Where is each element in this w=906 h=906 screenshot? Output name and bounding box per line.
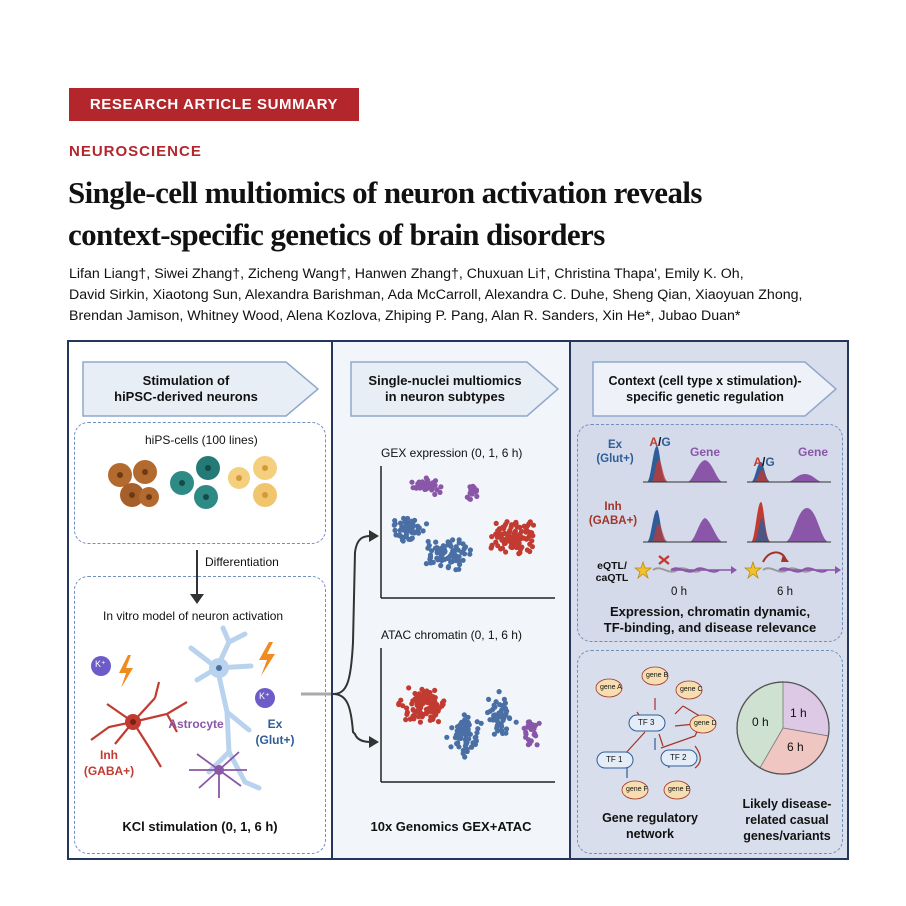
ex-label-line-2: (Glut+) <box>255 733 295 747</box>
gex-dot-red <box>509 525 514 530</box>
atac-dot-blue <box>457 736 462 741</box>
atac-dot-red <box>432 710 437 715</box>
model-label: In vitro model of neuron activation <box>103 609 284 623</box>
time-point-pie-chart <box>737 682 829 774</box>
gex-label: GEX expression (0, 1, 6 h) <box>381 446 523 460</box>
atac-dot-blue <box>486 697 491 702</box>
gene-regulatory-network-diagram <box>571 342 849 858</box>
gex-dot-blue <box>434 556 439 561</box>
atac-dot-blue <box>463 741 468 746</box>
gex-dot-red <box>513 520 518 525</box>
grn-label-line-1: Gene regulatory <box>602 811 698 825</box>
panel1-header-line-1: Stimulation of <box>142 373 230 388</box>
gex-dot-purple <box>415 481 420 486</box>
atac-dot-red <box>441 702 446 707</box>
qtl-caption-line-1: Expression, chromatin dynamic, <box>609 604 811 619</box>
node-gene-e: gene E <box>668 786 691 793</box>
panel3-header-line-1: Context (cell type x stimulation)- <box>608 374 802 388</box>
gex-dot-red <box>505 536 510 541</box>
atac-dot-blue <box>494 718 499 723</box>
gex-dot-blue <box>392 528 397 533</box>
atac-dot-blue <box>504 709 509 714</box>
gex-dot-purple <box>434 487 439 492</box>
atac-dot-blue <box>466 736 471 741</box>
atac-dot-blue <box>449 725 454 730</box>
author-list <box>69 264 869 327</box>
gex-dot-purple <box>420 479 425 484</box>
node-tf3: TF 3 <box>638 718 655 727</box>
gex-dot-red <box>503 541 508 546</box>
gex-dot-red <box>527 542 532 547</box>
gex-dot-purple <box>425 478 430 483</box>
atac-dot-blue <box>497 702 502 707</box>
atac-dot-red <box>423 698 428 703</box>
atac-dot-blue <box>468 732 473 737</box>
atac-dot-blue <box>485 710 490 715</box>
kcl-stimulation-label: KCl stimulation (0, 1, 6 h) <box>122 819 278 834</box>
atac-dot-purple <box>527 741 532 746</box>
inh-label <box>77 747 141 779</box>
gex-dot-red <box>517 550 522 555</box>
gex-dot-blue <box>429 548 434 553</box>
gex-dot-red <box>514 545 519 550</box>
atac-label: ATAC chromatin (0, 1, 6 h) <box>381 628 522 642</box>
qtl-ex-line-1: Ex <box>607 439 623 451</box>
gex-dot-blue <box>435 547 440 552</box>
atac-dot-red <box>419 687 424 692</box>
atac-dot-blue <box>504 726 509 731</box>
panel2-header-line-1: Single-nuclei multiomics <box>368 373 522 388</box>
gex-dot-blue <box>460 549 465 554</box>
atac-dot-red <box>404 712 409 717</box>
qtl-ex-line-2: (Glut+) <box>596 453 634 465</box>
allele-g: G <box>661 435 671 449</box>
node-gene-b: gene B <box>646 672 669 679</box>
atac-dot-blue <box>460 728 465 733</box>
gex-dot-red <box>524 537 529 542</box>
gex-dot-blue <box>440 557 445 562</box>
gex-dot-red <box>517 540 522 545</box>
pie-label-6h: 6 h <box>787 740 804 754</box>
gex-dot-purple <box>474 494 479 499</box>
gex-dot-blue <box>447 541 452 546</box>
gex-dot-blue <box>428 560 433 565</box>
gex-dot-red <box>524 526 529 531</box>
gex-dot-blue <box>410 524 415 529</box>
gex-dot-blue <box>457 537 462 542</box>
atac-dot-red <box>420 714 425 719</box>
gex-dot-blue <box>460 541 465 546</box>
inh-label-line-1: Inh <box>100 748 118 762</box>
atac-dot-blue <box>479 721 484 726</box>
gex-dot-purple <box>411 485 416 490</box>
gex-dot-red <box>525 547 530 552</box>
node-gene-c: gene C <box>680 686 703 693</box>
qtl-inh-line-2: (GABA+) <box>588 515 638 527</box>
gex-dot-blue <box>410 535 415 540</box>
lightning-icon-2 <box>259 642 275 676</box>
gex-dot-blue <box>412 518 417 523</box>
atac-dot-blue <box>475 726 480 731</box>
gex-dot-blue <box>417 525 422 530</box>
gex-dot-red <box>494 521 499 526</box>
atac-dot-red <box>403 717 408 722</box>
title-line-2: context-specific genetics of brain disorders <box>68 217 605 252</box>
allele-a-2: A <box>753 455 762 469</box>
atac-dot-blue <box>514 720 519 725</box>
atac-dot-blue <box>462 722 467 727</box>
differentiation-label: Differentiation <box>205 555 279 569</box>
gex-dot-blue <box>416 531 421 536</box>
gex-dot-purple <box>470 484 475 489</box>
gex-dot-red <box>495 543 500 548</box>
10x-genomics-label: 10x Genomics GEX+ATAC <box>370 819 532 834</box>
panel-multiomics <box>331 342 569 858</box>
gex-dot-blue <box>461 558 466 563</box>
gex-dot-blue <box>400 535 405 540</box>
gex-dot-red <box>513 529 518 534</box>
allele-g-2: G <box>765 455 775 469</box>
atac-dot-red <box>400 703 405 708</box>
gex-dot-blue <box>393 521 398 526</box>
atac-dot-blue <box>470 740 475 745</box>
node-gene-a: gene A <box>600 684 622 691</box>
ex-label <box>245 716 305 748</box>
atac-dot-red <box>412 697 417 702</box>
gex-dot-blue <box>411 529 416 534</box>
authors-line-1: Lifan Liang†, Siwei Zhang†, Zicheng Wang†, Hanwen Zhang†, Chuxuan Li†, Christina Thapa', Emily K. Oh, <box>69 266 744 282</box>
disease-label-line-2: related casual <box>745 813 829 827</box>
authors-line-3: Brendan Jamison, Whitney Wood, Alena Kozlova, Zhiping P. Pang, Alan R. Sanders, Xin He*, Jubao Duan* <box>69 308 741 324</box>
qtl-type-line-1: eQTL/ <box>597 560 627 572</box>
atac-dot-purple <box>527 721 532 726</box>
atac-dot-blue <box>444 735 449 740</box>
gex-dot-red <box>505 531 510 536</box>
inh-label-line-2: (GABA+) <box>83 764 135 778</box>
atac-dot-purple <box>529 727 534 732</box>
astrocyte-label: Astrocyte <box>168 717 224 731</box>
gex-dot-blue <box>442 545 447 550</box>
panel-genetic-regulation <box>569 342 849 858</box>
summary-figure <box>67 340 849 860</box>
atac-dot-purple <box>533 723 538 728</box>
panel-stimulation <box>69 342 331 858</box>
ex-label-line-1: Ex <box>267 717 283 731</box>
k-ion-label-2: K⁺ <box>259 691 270 701</box>
atac-dot-blue <box>466 727 471 732</box>
atac-dot-red <box>418 695 423 700</box>
lightning-icon <box>119 655 133 688</box>
disease-genes-label <box>731 796 843 844</box>
gex-dot-purple <box>469 491 474 496</box>
gex-dot-blue <box>451 549 456 554</box>
node-tf1: TF 1 <box>606 755 623 764</box>
atac-dot-blue <box>456 744 461 749</box>
gex-dot-purple <box>468 497 473 502</box>
panel3-header-line-2: specific genetic regulation <box>626 390 784 404</box>
pie-label-1h: 1 h <box>790 706 807 720</box>
qtl-type-line-2: caQTL <box>595 572 629 584</box>
gex-dot-purple <box>409 480 414 485</box>
atac-dot-red <box>411 707 416 712</box>
atac-dot-blue <box>466 715 471 720</box>
atac-dot-blue <box>494 726 499 731</box>
atac-dot-blue <box>502 697 507 702</box>
atac-dot-red <box>427 706 432 711</box>
atac-dot-blue <box>500 731 505 736</box>
atac-dot-blue <box>507 715 512 720</box>
gex-dot-red <box>500 546 505 551</box>
node-tf2: TF 2 <box>670 753 687 762</box>
panel2-header-line-2: in neuron subtypes <box>385 389 505 404</box>
gex-dot-blue <box>433 540 438 545</box>
atac-dot-purple <box>533 733 538 738</box>
gex-dot-red <box>519 529 524 534</box>
disease-label-line-3: genes/variants <box>743 829 831 843</box>
article-type-badge: RESEARCH ARTICLE SUMMARY <box>69 88 359 121</box>
allele-a: A <box>649 435 658 449</box>
atac-dot-blue <box>455 730 460 735</box>
gex-dot-blue <box>445 556 450 561</box>
grn-label-line-2: network <box>626 827 674 841</box>
atac-dot-red <box>434 702 439 707</box>
atac-dot-red <box>432 688 437 693</box>
hips-cells-label: hiPS-cells (100 lines) <box>145 433 258 447</box>
gex-dot-blue <box>426 539 431 544</box>
gex-dot-blue <box>403 520 408 525</box>
panel1-header-line-2: hiPSC-derived neurons <box>114 389 258 404</box>
disease-label-line-1: Likely disease- <box>742 797 832 811</box>
node-gene-d: gene D <box>694 720 717 727</box>
gex-dot-blue <box>467 552 472 557</box>
qtl-caption-line-2: TF-binding, and disease relevance <box>603 620 817 635</box>
neuron-illustration <box>69 342 331 858</box>
time-0h-label: 0 h <box>671 586 687 598</box>
atac-dot-blue <box>499 708 504 713</box>
authors-line-2: David Sirkin, Xiaotong Sun, Alexandra Barishman, Ada McCarroll, Alexandra C. Duhe, Sheng Qian, Xiaoyuan Zhong, <box>69 287 803 303</box>
gene-label-left: Gene <box>689 445 720 459</box>
atac-dot-red <box>411 716 416 721</box>
gene-label-right: Gene <box>797 445 828 459</box>
allele-sep-2: / <box>761 455 766 469</box>
atac-dot-red <box>406 685 411 690</box>
title-line-1: Single-cell multiomics of neuron activation reveals <box>68 175 702 210</box>
gex-dot-purple <box>432 492 437 497</box>
gex-dot-purple <box>424 486 429 491</box>
gex-dot-red <box>511 536 516 541</box>
qtl-inh-line-1: Inh <box>604 501 622 513</box>
atac-dot-red <box>436 719 441 724</box>
gex-dot-red <box>509 544 514 549</box>
atac-dot-blue <box>465 747 470 752</box>
article-title <box>68 172 868 256</box>
gex-dot-blue <box>446 565 451 570</box>
gex-dot-red <box>496 529 501 534</box>
astrocyte-icon <box>189 752 247 798</box>
atac-dot-red <box>418 704 423 709</box>
atac-dot-purple <box>535 742 540 747</box>
atac-dot-red <box>430 717 435 722</box>
k-ion-label: K⁺ <box>95 659 106 669</box>
atac-dot-red <box>418 720 423 725</box>
gex-dot-red <box>497 534 502 539</box>
section-label: NEUROSCIENCE <box>69 143 202 160</box>
atac-dot-blue <box>497 689 502 694</box>
gex-dot-blue <box>424 521 429 526</box>
umap-plots <box>333 342 569 858</box>
atac-dot-blue <box>492 732 497 737</box>
node-gene-f: gene F <box>626 786 648 793</box>
gex-dot-red <box>501 526 506 531</box>
gex-dot-blue <box>456 567 461 572</box>
gex-dot-blue <box>438 563 443 568</box>
gex-dot-blue <box>454 544 459 549</box>
gex-dot-red <box>531 523 536 528</box>
atac-dot-blue <box>473 734 478 739</box>
atac-dot-blue <box>448 744 453 749</box>
atac-dot-red <box>398 698 403 703</box>
atac-dot-red <box>426 693 431 698</box>
gex-dot-red <box>489 534 494 539</box>
pie-label-0h: 0 h <box>752 715 769 729</box>
grn-label <box>585 810 715 842</box>
time-6h-label: 6 h <box>777 586 793 598</box>
allele-sep: / <box>657 435 662 449</box>
